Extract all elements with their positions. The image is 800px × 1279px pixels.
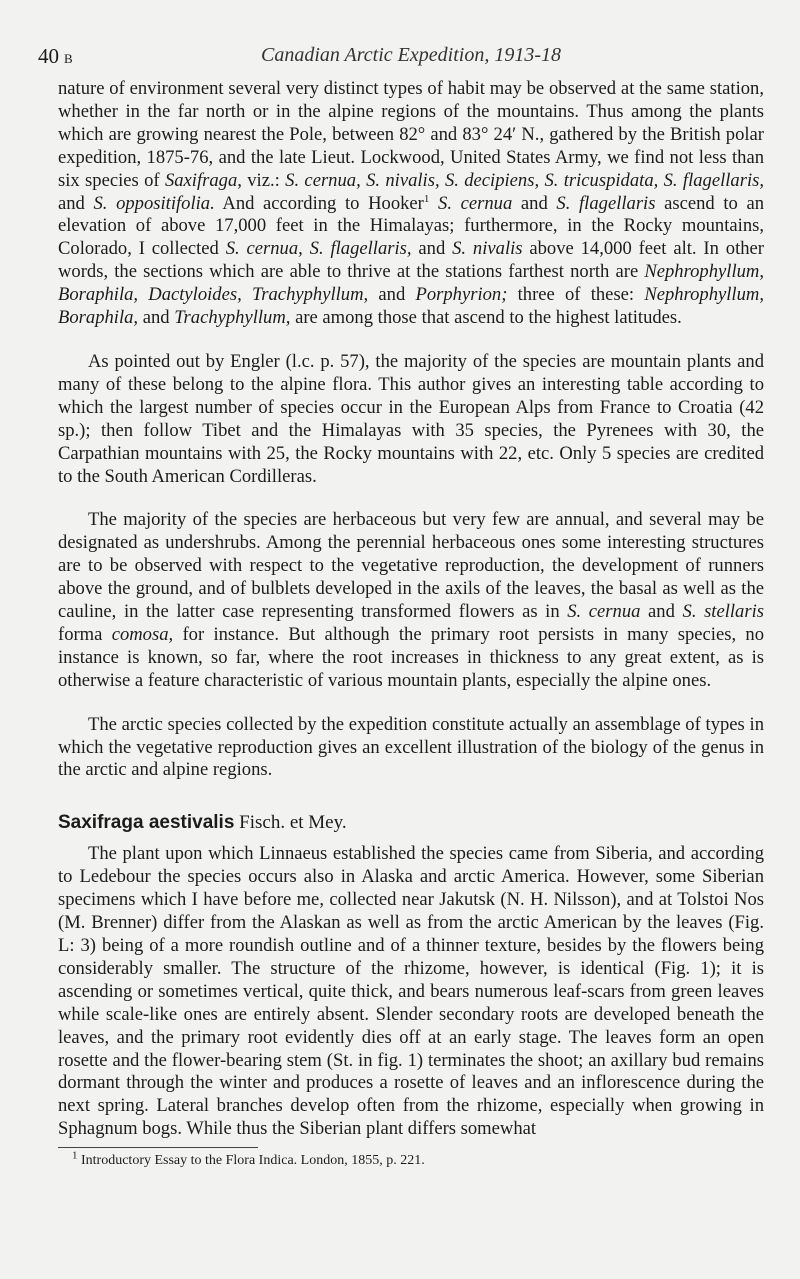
page-number: 40 B — [38, 44, 74, 68]
page-header — [38, 44, 764, 78]
paragraph-engler: As pointed out by Engler (l.c. p. 57), the majority of the species are mountain plants and many of these belong to the alpine flora. This author gives an interesting table according to which the largest number of species occur in the European Alps from France to Croatia (42 sp.); then follow Tibet and the Himalayas with 35 species, the Pyrenees with 30, the Carpathian mountains with 25, the Rocky mountains with 22, etc. Only 5 species are credited to the South American Cordilleras. — [58, 350, 764, 487]
footnote: $^1$ Introductory Essay to the Flora Indica. London, 1855, p. 221. — [72, 1149, 425, 1169]
document-page — [38, 44, 765, 1169]
paragraph-aestivalis: The plant upon which Linnaeus established the species came from Siberia, and according to Ledebour the species occurs also in Alaska and arctic America. However, some Siberian specimens which I have before me, collected near Jakutsk (N. H. Nilsson), and at Tolstoi Nos (M. Brenner) differ from the Alaskan as well as from the arctic American by the leaves (Fig. L: 3) being of a more roundish outline and of a thinner texture, besides by the flowers being considerably smaller. The structure of the rhizome, however, is identical (Fig. 1); it is ascending or sometimes vertical, quite thick, and bears numerous leaf-scars from green leaves while scale-like ones are entirely absent. Slender secondary roots are developed beneath the leaves, and the primary root evidently dies off at an early stage. The leaves form an open rosette and the flower-bearing stem (St. in fig. 1) terminates the shoot; an axillary bud remains dormant through the winter and produces a rosette of leaves and an inflorescence during the next spring. Lateral branches develop often from the rhizome, especially when growing in Sphagnum bogs. While thus the Siberian plant differs somewhat — [58, 843, 764, 1140]
paragraph-habit-types: nature of environment several very distinct types of habit may be observed at the same station, whether in the far north or in the alpine regions of the mountains. Thus among the plants which are growing nearest the Pole, between 82° and 83° 24′ N., gathered by the British polar expedition, 1875-76, and the late Lieut. Lockwood, United States Army, we find not less than six species of Saxifraga, viz.: S. cernua, S. nivalis, S. decipiens, S. tricuspidata, S. flagellaris, and S. oppositifolia. And according to Hooker$^1$ S. cernua and S. flagellaris ascend to an elevation of above 17,000 feet in the Himalayas; furthermore, in the Rocky mountains, Colorado, I collected S. cernua, S. flagellaris, and S. nivalis above 14,000 feet alt. In other words, the sections which are able to thrive at the stations farthest north are Nephrophyllum, Boraphila, Dactyloides, Trachyphyllum, and Porphyrion; three of these: Nephrophyllum, Boraphila, and Trachyphyllum, are among those that ascend to the highest latitudes. — [58, 78, 765, 329]
paragraph-arctic-species: The arctic species collected by the expedition constitute actually an assemblage of types in which the vegetative reproduction gives an excellent illustration of the biology of the genus in the arctic and alpine regions. — [58, 713, 764, 781]
running-title: Canadian Arctic Expedition, 1913-18 — [261, 44, 561, 66]
footnote-ref: 1 — [423, 192, 430, 205]
paragraph-herbaceous: The majority of the species are herbaceous but very few are annual, and several may be designated as undershrubs. Among the perennial herbaceous ones some interesting structures are to be observed with respect to the vegetative reproduction, the development of runners above the ground, and of bulblets developed in the axils of the leaves, the basal as well as the cauline, in the latter case representing transformed flowers as in S. cernua and S. stellaris forma comosa, for instance. But although the primary root persists in many species, no instance is known, so far, where the root increases in thickness to any great extent, as is otherwise a feature characteristic of various mountain plants, especially the alpine ones. — [58, 509, 764, 691]
species-heading: Saxifraga aestivalis Fisch. et Mey. — [58, 812, 347, 834]
footnote-divider — [58, 1147, 258, 1148]
